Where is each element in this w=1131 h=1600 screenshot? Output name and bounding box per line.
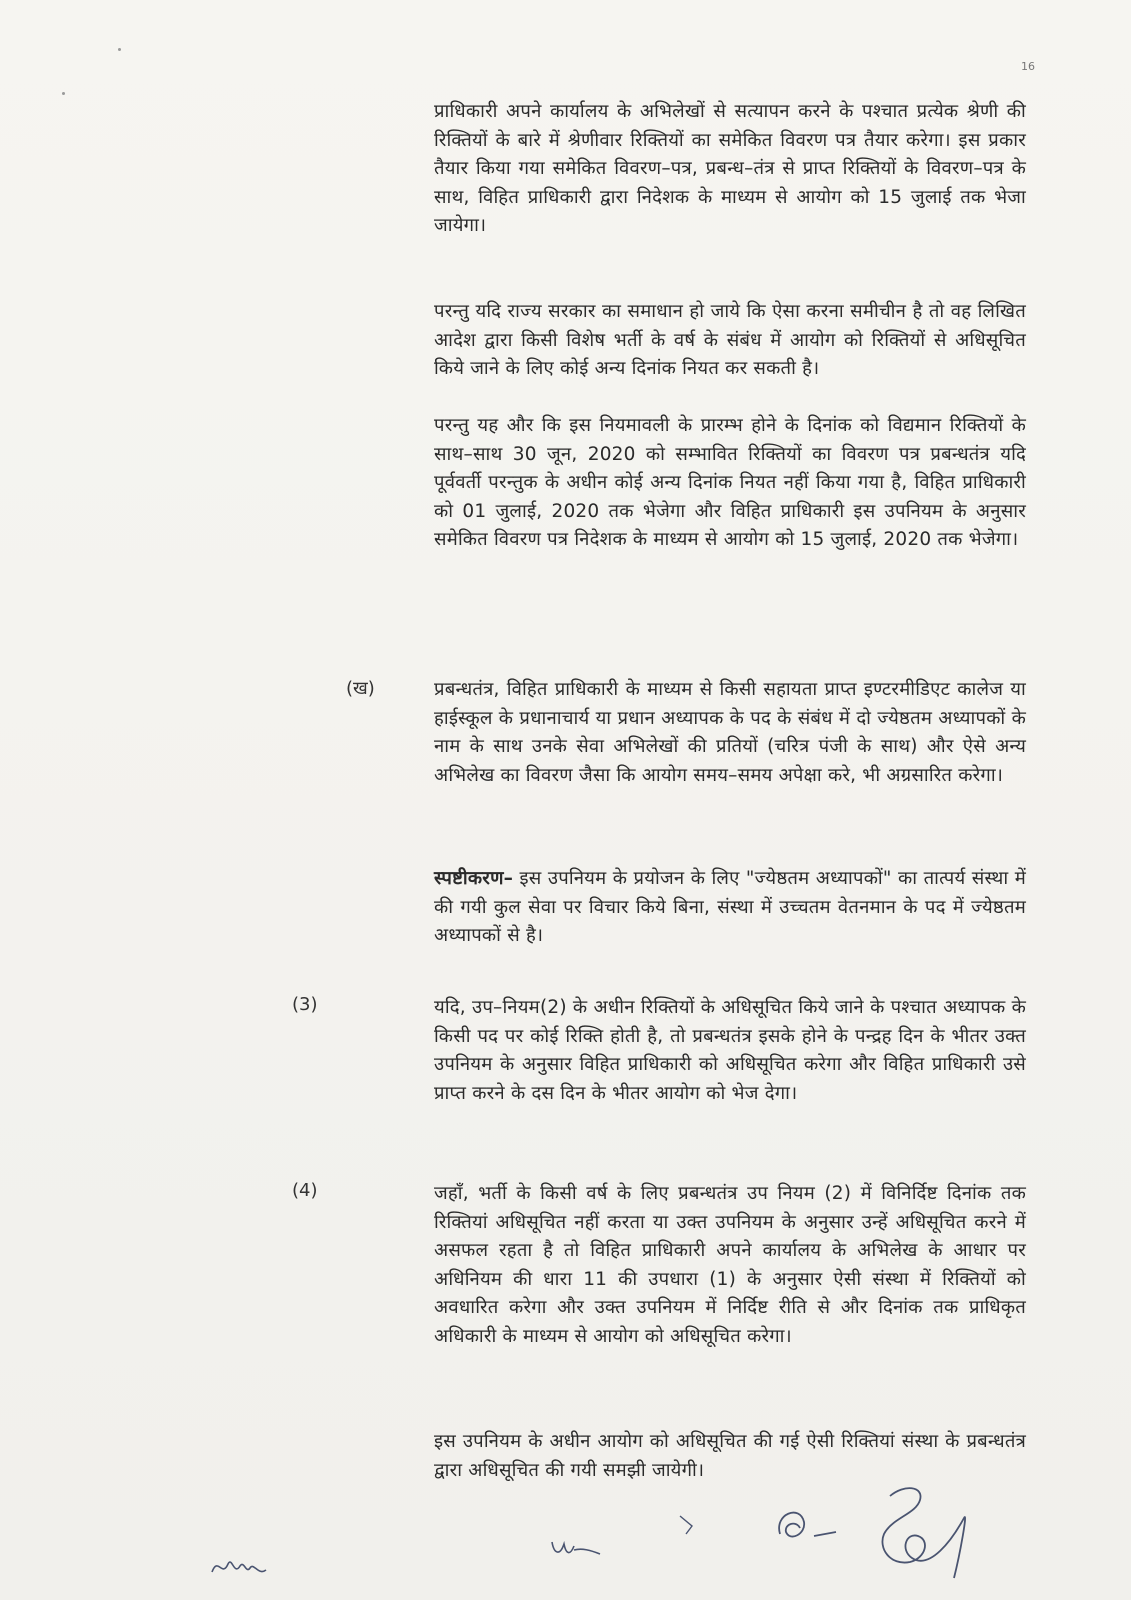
clause-3: यदि, उप–नियम(2) के अधीन रिक्तियों के अधिसूचित किये जाने के पश्चात अध्यापक के किसी पद पर कोई रिक्ति होती है, तो प्रबन्धतंत्र इसके होने के पन्द्रह दिन के भीतर उक्त उपनियम के अनुसार विहित प्राधिकारी को अधिसूचित करेगा और विहित प्राधिकारी उसे प्राप्त करने के दस दिन के भीतर आयोग को भेज देगा। (434, 997, 1026, 1104)
scan-speck (118, 48, 121, 51)
clause-label-4: (4) (292, 1180, 318, 1201)
clause-label-kha: (ख) (346, 678, 375, 699)
proviso-1: परन्तु यदि राज्य सरकार का समाधान हो जाये कि ऐसा करना समीचीन है तो वह लिखित आदेश द्वारा किसी विशेष भर्ती के वर्ष के संबंध में आयोग को रिक्तियों से अधिसूचित किये जाने के लिए कोई अन्य दिनांक नियत कर सकती है। (434, 301, 1026, 380)
scan-speck (62, 92, 65, 95)
handwritten-mark (676, 1512, 706, 1546)
handwritten-initials-middle (548, 1532, 608, 1566)
explanation (434, 865, 1026, 951)
explanation-text: इस उपनियम के प्रयोजन के लिए "ज्येष्ठतम अध्यापकों" का तात्पर्य संस्था में की गयी कुल सेवा पर विचार किये बिना, संस्था में उच्चतम वेतनमान के पद में ज्येष्ठतम अध्यापकों से है। (434, 868, 1026, 947)
clause-kha: प्रबन्धतंत्र, विहित प्राधिकारी के माध्यम से किसी सहायता प्राप्त इण्टरमीडिएट कालेज या हाईस्कूल के प्रधानाचार्य या प्रधान अध्यापक के पद के संबंध में दो ज्येष्ठतम अध्यापकों के नाम के साथ उनके सेवा अभिलेखों की प्रतियों (चरित्र पंजी के साथ) और ऐसे अन्य अभिलेख का विवरण जैसा कि आयोग समय–समय अपेक्षा करे, भी अग्रसारित करेगा। (434, 679, 1026, 786)
clause-4-continuation: इस उपनियम के अधीन आयोग को अधिसूचित की गई ऐसी रिक्तियां संस्था के प्रबन्धतंत्र द्वारा अधिसूचित की गयी समझी जायेगी। (434, 1431, 1026, 1481)
paragraph-continuation: प्राधिकारी अपने कार्यालय के अभिलेखों से सत्यापन करने के पश्चात प्रत्येक श्रेणी की रिक्तियों के बारे में श्रेणीवार रिक्तियों का समेकित विवरण पत्र तैयार करेगा। इस प्रकार तैयार किया गया समेकित विवरण–पत्र, प्रबन्ध–तंत्र से प्राप्त रिक्तियों के विवरण–पत्र के साथ, विहित प्राधिकारी द्वारा निदेशक के माध्यम से आयोग को 15 जुलाई तक भेजा जायेगा। (434, 101, 1026, 237)
explanation-label: स्पष्टीकरण– (434, 868, 514, 889)
page-number: 16 (1021, 60, 1035, 73)
handwritten-initials-left (210, 1552, 270, 1586)
clause-4: जहाँ, भर्ती के किसी वर्ष के लिए प्रबन्धतंत्र उप नियम (2) में विनिर्दिष्ट दिनांक तक रिक्तियां अधिसूचित नहीं करता या उक्त उपनियम के अनुसार उन्हें अधिसूचित करने में असफल रहता है तो विहित प्राधिकारी अपने कार्यालय के अभिलेख के आधार पर अधिनियम की धारा 11 की उपधारा (1) के अनुसार ऐसी संस्था में रिक्तियों को अवधारित करेगा और उक्त उपनियम में निर्दिष्ट रीति से और दिनांक तक प्राधिकृत अधिकारी के माध्यम से आयोग को अधिसूचित करेगा। (434, 1183, 1026, 1347)
clause-label-3: (3) (292, 994, 318, 1015)
proviso-2: परन्तु यह और कि इस नियमावली के प्रारम्भ होने के दिनांक को विद्यमान रिक्तियों के साथ–साथ 30 जून, 2020 को सम्भावित रिक्तियों का विवरण पत्र प्रबन्धतंत्र यदि पूर्ववर्ती परन्तुक के अधीन कोई अन्य दिनांक नियत नहीं किया गया है, विहित प्राधिकारी को 01 जुलाई, 2020 तक भेजेगा और विहित प्राधिकारी इस उपनियम के अनुसार समेकित विवरण पत्र निदेशक के माध्यम से आयोग को 15 जुलाई, 2020 तक भेजेगा। (434, 415, 1026, 551)
handwritten-signature-2 (860, 1478, 980, 1592)
handwritten-signature-1 (770, 1494, 860, 1568)
